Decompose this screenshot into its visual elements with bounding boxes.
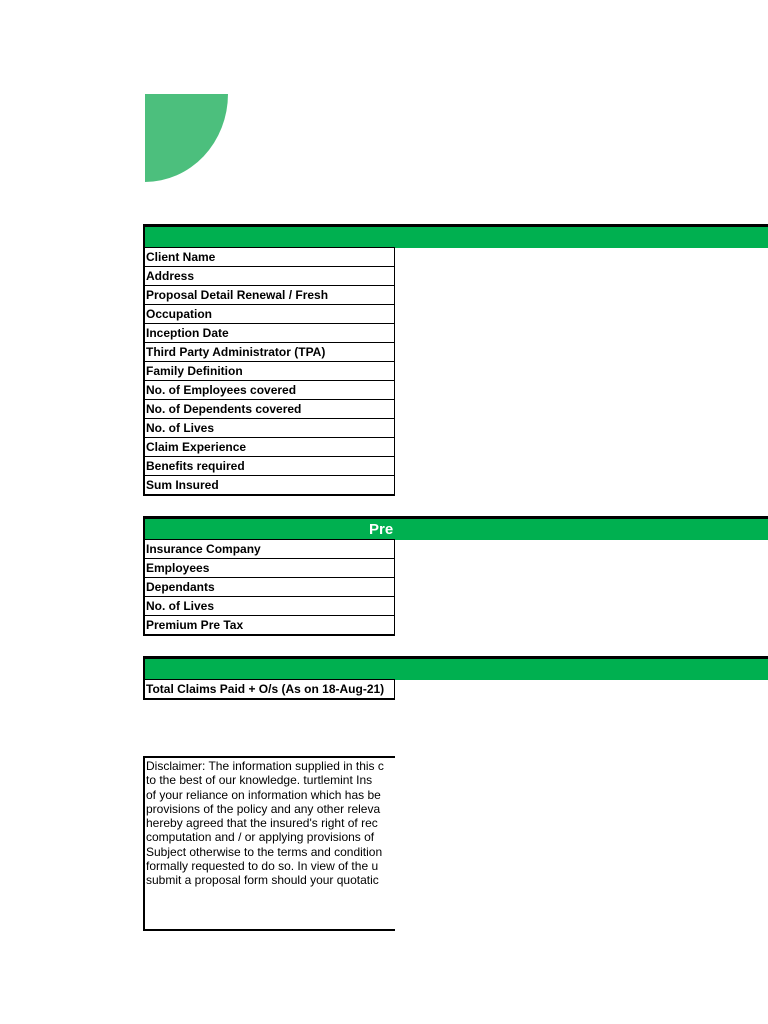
table-row [144, 540, 395, 559]
previous-policy-header [143, 516, 768, 540]
disclaimer-line: provisions of the policy and any other releva [146, 801, 381, 816]
claims-header [143, 656, 768, 680]
client-details-header [143, 224, 768, 248]
row-label: Benefits required [144, 457, 395, 476]
disclaimer-line: Subject otherwise to the terms and condition [146, 844, 383, 859]
table-row [144, 362, 395, 381]
table-row [144, 578, 395, 597]
row-label: Claim Experience [144, 438, 395, 457]
row-label: Sum Insured [144, 476, 395, 496]
disclaimer-line: Disclaimer: The information supplied in this c [146, 759, 384, 773]
row-label: No. of Lives [144, 597, 395, 616]
table-row [144, 419, 395, 438]
table-row [144, 324, 395, 343]
table-row [144, 597, 395, 616]
row-label: Insurance Company [144, 540, 395, 559]
table-row [144, 438, 395, 457]
row-label: Client Name [144, 248, 395, 267]
previous-policy-table [143, 539, 395, 636]
row-label: No. of Lives [144, 419, 395, 438]
table-row [144, 616, 395, 636]
row-label: No. of Dependents covered [144, 400, 395, 419]
disclaimer-text [145, 758, 395, 888]
row-label: Occupation [144, 305, 395, 324]
row-label: Inception Date [144, 324, 395, 343]
table-row [144, 305, 395, 324]
table-row [144, 267, 395, 286]
table-row [144, 559, 395, 578]
row-label: Premium Pre Tax [144, 616, 395, 636]
table-row [144, 248, 395, 267]
row-label: Third Party Administrator (TPA) [144, 343, 395, 362]
table-row [144, 286, 395, 305]
row-label: Employees [144, 559, 395, 578]
disclaimer-line: computation and / or applying provisions of [146, 830, 375, 845]
table-row [144, 476, 395, 496]
row-label: Dependants [144, 578, 395, 597]
row-label: Family Definition [144, 362, 395, 381]
disclaimer-line: submit a proposal form should your quotatic [146, 873, 379, 888]
row-label: No. of Employees covered [144, 381, 395, 400]
client-details-table [143, 247, 395, 496]
table-row [144, 680, 395, 700]
claims-table [143, 679, 395, 700]
previous-policy-title: Pre [369, 521, 394, 538]
table-row [144, 457, 395, 476]
disclaimer-line: formally requested to do so. In view of the u [146, 859, 379, 874]
row-label: Proposal Detail Renewal / Fresh [144, 286, 395, 305]
disclaimer-line: to the best of our knowledge. turtlemint Ins [146, 773, 373, 788]
disclaimer-line: hereby agreed that the insured's right of rec [146, 816, 378, 831]
table-row [144, 400, 395, 419]
disclaimer-line: of your reliance on information which has be [146, 787, 381, 802]
company-logo [145, 94, 228, 182]
table-row [144, 343, 395, 362]
row-label: Total Claims Paid + O/s (As on 18-Aug-21) [144, 680, 395, 700]
table-row [144, 381, 395, 400]
row-label: Address [144, 267, 395, 286]
disclaimer-box [143, 756, 395, 931]
